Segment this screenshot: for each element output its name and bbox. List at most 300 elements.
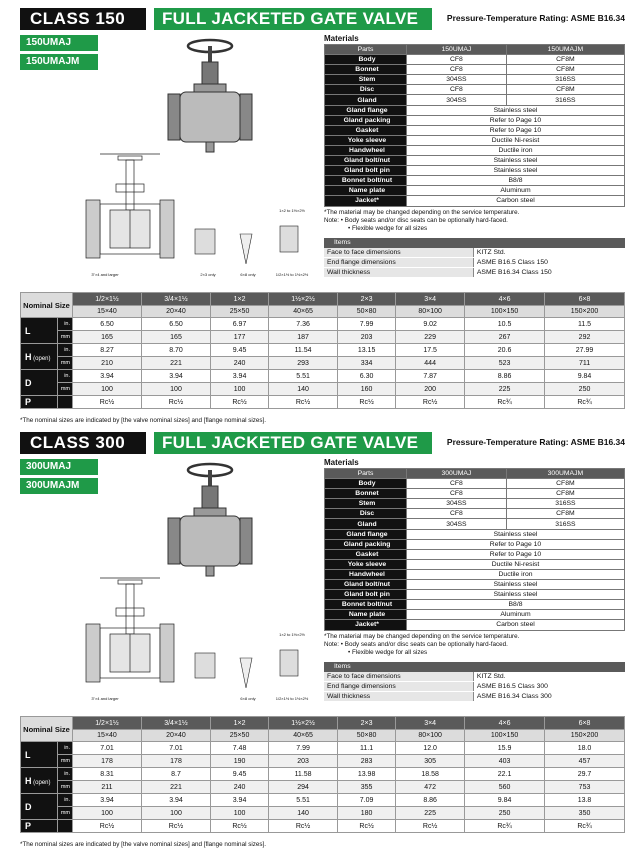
size-in: 1/2×1½ <box>73 717 142 730</box>
dim-value: 267 <box>465 331 545 344</box>
dim-label <box>21 370 58 396</box>
part-name: Gland bolt pin <box>325 166 407 176</box>
materials-notes <box>324 633 625 657</box>
dim-value: 292 <box>545 331 625 344</box>
dim-value: Rc½ <box>338 820 396 833</box>
dim-value: 100 <box>73 383 142 396</box>
dim-value: 560 <box>465 781 545 794</box>
class-300-section <box>20 432 625 848</box>
part-name: Handwheel <box>325 145 407 155</box>
dim-value: 18.58 <box>396 768 465 781</box>
drawing-label: 2×3 only <box>200 272 216 277</box>
materials-row <box>325 569 625 579</box>
materials-row <box>325 479 625 489</box>
dim-value: 29.7 <box>545 768 625 781</box>
materials-row <box>325 156 625 166</box>
dim-unit: mm <box>58 383 73 396</box>
drawing-label: 6×8 only <box>240 696 256 701</box>
dim-value: Rc½ <box>269 820 338 833</box>
part-material-b: CF8M <box>506 85 624 95</box>
part-name: Bonnet <box>325 489 407 499</box>
dim-value: 140 <box>269 807 338 820</box>
dim-value: 355 <box>338 781 396 794</box>
series-title: FULL JACKETED GATE VALVE <box>154 432 432 454</box>
part-material: Carbon steel <box>407 196 625 206</box>
part-name: Gasket <box>325 125 407 135</box>
items-row <box>324 248 625 258</box>
dim-value: 305 <box>396 755 465 768</box>
dim-value: 11.5 <box>545 318 625 331</box>
items-header-blank <box>473 662 625 672</box>
size-in: 6×8 <box>545 717 625 730</box>
dim-value: 7.48 <box>211 742 269 755</box>
class-label: CLASS 300 <box>20 432 146 454</box>
dim-value: 9.02 <box>396 318 465 331</box>
valve-photo <box>168 40 252 152</box>
materials-note: Note: • Body seats and/or disc seats can be optionally hard-faced. <box>324 216 508 224</box>
part-name: Gland <box>325 95 407 105</box>
dimensions-table <box>20 716 625 833</box>
part-material: Stainless steel <box>407 580 625 590</box>
dims-size-in-row <box>21 717 625 730</box>
materials-header-row <box>325 45 625 55</box>
item-name: Face to face dimensions <box>324 248 473 258</box>
part-material-b: 316SS <box>506 95 624 105</box>
part-material: Aluminum <box>407 610 625 620</box>
item-name: End flange dimensions <box>324 682 473 692</box>
materials-row <box>325 166 625 176</box>
item-name: Wall thickness <box>324 268 473 278</box>
part-material-b: CF8M <box>506 55 624 65</box>
size-in: 6×8 <box>545 293 625 306</box>
size-in: 1/2×1½ <box>73 293 142 306</box>
items-header-blank <box>473 238 625 248</box>
part-material: Stainless steel <box>407 156 625 166</box>
size-in: 2×3 <box>338 717 396 730</box>
dim-unit: in. <box>58 370 73 383</box>
dim-label <box>21 318 58 344</box>
dim-value: 177 <box>211 331 269 344</box>
model-tag: 300UMAJM <box>20 478 98 494</box>
part-material-a: 304SS <box>407 499 507 509</box>
materials-row <box>325 186 625 196</box>
drawing-label: 1/2×1½ to 1½×2½ <box>275 272 309 277</box>
materials-note: • Flexible wedge for all sizes <box>348 648 428 656</box>
dims-row <box>21 820 625 833</box>
dim-value: 250 <box>545 383 625 396</box>
part-name: Gland flange <box>325 105 407 115</box>
items-header-row <box>324 662 625 672</box>
dim-value: 457 <box>545 755 625 768</box>
materials-row <box>325 65 625 75</box>
materials-row <box>325 549 625 559</box>
dim-value: 9.84 <box>545 370 625 383</box>
part-material: Refer to Page 10 <box>407 115 625 125</box>
dims-row <box>21 807 625 820</box>
size-in: 1×2 <box>211 293 269 306</box>
dim-value: 9.45 <box>211 768 269 781</box>
dim-value: 3.94 <box>142 794 211 807</box>
materials-row <box>325 519 625 529</box>
materials-row <box>325 529 625 539</box>
materials-row <box>325 55 625 65</box>
materials-title: Materials <box>324 458 359 467</box>
part-name: Jacket* <box>325 196 407 206</box>
part-material-b: 316SS <box>506 519 624 529</box>
part-material-a: CF8 <box>407 509 507 519</box>
materials-note: Note: • Body seats and/or disc seats can be optionally hard-faced. <box>324 640 508 648</box>
part-name: Gland packing <box>325 115 407 125</box>
dim-value: 203 <box>338 331 396 344</box>
items-header: Items <box>324 662 473 672</box>
dim-value: 13.15 <box>338 344 396 357</box>
dim-value: 100 <box>211 383 269 396</box>
dim-value: 294 <box>269 781 338 794</box>
series-title: FULL JACKETED GATE VALVE <box>154 8 432 30</box>
materials-row <box>325 489 625 499</box>
class-150-section <box>20 8 625 424</box>
dim-value: 8.86 <box>396 794 465 807</box>
part-material-b: CF8M <box>506 479 624 489</box>
drawing-label: 1/2×1½ to 1½×2½ <box>275 696 309 701</box>
dim-value: 100 <box>142 807 211 820</box>
dim-unit: mm <box>58 807 73 820</box>
dim-value: 140 <box>269 383 338 396</box>
part-material: Ductile iron <box>407 569 625 579</box>
dim-value: 8.27 <box>73 344 142 357</box>
materials-row <box>325 135 625 145</box>
dim-value: 178 <box>73 755 142 768</box>
size-mm: 80×100 <box>396 306 465 318</box>
item-value: ASME B16.34 Class 300 <box>473 692 625 702</box>
dim-unit: in. <box>58 742 73 755</box>
dim-value: 187 <box>269 331 338 344</box>
valve-section-drawing <box>86 578 174 682</box>
dim-unit: mm <box>58 755 73 768</box>
dim-value: 8.7 <box>142 768 211 781</box>
part-name: Yoke sleeve <box>325 135 407 145</box>
part-material-a: 304SS <box>407 75 507 85</box>
dim-value: Rc½ <box>338 396 396 409</box>
size-mm: 80×100 <box>396 730 465 742</box>
dim-value: 8.70 <box>142 344 211 357</box>
dim-value: 221 <box>142 357 211 370</box>
section-header <box>20 8 625 30</box>
part-material: B8/8 <box>407 600 625 610</box>
part-material-a: CF8 <box>407 65 507 75</box>
dim-value: 11.58 <box>269 768 338 781</box>
drawing-label: 6×8 only <box>240 272 256 277</box>
part-name: Name plate <box>325 610 407 620</box>
part-material-b: 316SS <box>506 75 624 85</box>
part-name: Disc <box>325 509 407 519</box>
item-name: End flange dimensions <box>324 258 473 268</box>
size-in: 3×4 <box>396 293 465 306</box>
nominal-size-label: Nominal Size <box>21 717 73 742</box>
part-name: Jacket* <box>325 620 407 630</box>
materials-row <box>325 115 625 125</box>
dim-value: 200 <box>396 383 465 396</box>
materials-row <box>325 85 625 95</box>
materials-note: *The material may be changed depending on the service temperature. <box>324 208 520 216</box>
dim-value: Rc¾ <box>545 396 625 409</box>
dim-value: 5.51 <box>269 794 338 807</box>
dim-value: 12.0 <box>396 742 465 755</box>
materials-row <box>325 559 625 569</box>
materials-row <box>325 105 625 115</box>
dim-value: 6.50 <box>73 318 142 331</box>
dim-value: 753 <box>545 781 625 794</box>
materials-block <box>324 458 625 702</box>
part-name: Body <box>325 479 407 489</box>
section-header <box>20 432 625 454</box>
dim-value: 178 <box>142 755 211 768</box>
dimensions-table <box>20 292 625 409</box>
part-name: Gland bolt/nut <box>325 580 407 590</box>
dim-unit <box>58 820 73 833</box>
part-name: Gland bolt pin <box>325 590 407 600</box>
part-material: Ductile Ni-resist <box>407 135 625 145</box>
dim-value: 8.31 <box>73 768 142 781</box>
dim-value: 3.94 <box>142 370 211 383</box>
dim-value: 10.5 <box>465 318 545 331</box>
dim-value: 7.01 <box>73 742 142 755</box>
dims-row <box>21 781 625 794</box>
dim-value: Rc½ <box>142 820 211 833</box>
materials-header-row <box>325 469 625 479</box>
size-mm: 40×65 <box>269 730 338 742</box>
materials-row <box>325 145 625 155</box>
size-mm: 50×80 <box>338 306 396 318</box>
size-mm: 50×80 <box>338 730 396 742</box>
dim-value: 11.1 <box>338 742 396 755</box>
item-value: ASME B16.5 Class 300 <box>473 682 625 692</box>
dim-value: 240 <box>211 781 269 794</box>
dim-value: Rc½ <box>396 820 465 833</box>
valve-section-drawing <box>86 154 174 258</box>
drawing-label: 1×2 to 1½×2½ <box>279 632 305 637</box>
dim-value: 8.86 <box>465 370 545 383</box>
dim-value: 9.45 <box>211 344 269 357</box>
size-mm: 20×40 <box>142 306 211 318</box>
dim-label-text: P <box>25 821 32 831</box>
materials-row <box>325 95 625 105</box>
dim-value: Rc¾ <box>465 820 545 833</box>
dim-value: 7.99 <box>269 742 338 755</box>
pressure-rating: Pressure-Temperature Rating: ASME B16.34 <box>446 437 625 447</box>
part-material-b: CF8M <box>506 509 624 519</box>
item-value: ASME B16.5 Class 150 <box>473 258 625 268</box>
dims-size-mm-row <box>21 730 625 742</box>
size-in: 1×2 <box>211 717 269 730</box>
items-table <box>324 238 625 279</box>
model-tag: 150UMAJ <box>20 35 98 51</box>
part-material-a: CF8 <box>407 85 507 95</box>
part-name: Handwheel <box>325 569 407 579</box>
part-material: Carbon steel <box>407 620 625 630</box>
part-material: Stainless steel <box>407 590 625 600</box>
dim-label-text: H <box>25 775 32 786</box>
part-material-a: 304SS <box>407 95 507 105</box>
items-row <box>324 682 625 692</box>
size-mm: 20×40 <box>142 730 211 742</box>
part-material: Stainless steel <box>407 105 625 115</box>
dim-label <box>21 396 58 409</box>
size-mm: 15×40 <box>73 306 142 318</box>
dim-unit <box>58 396 73 409</box>
dim-label-sub: (open) <box>31 355 51 362</box>
valve-drawings <box>60 458 318 708</box>
dim-value: Rc¾ <box>465 396 545 409</box>
dim-label-text: D <box>25 801 32 812</box>
part-material: Aluminum <box>407 186 625 196</box>
part-material: B8/8 <box>407 176 625 186</box>
valve-detail-drawings <box>195 650 298 688</box>
materials-row <box>325 610 625 620</box>
dim-label-text: D <box>25 377 32 388</box>
part-material-a: CF8 <box>407 489 507 499</box>
part-name: Gasket <box>325 549 407 559</box>
dim-label <box>21 742 58 768</box>
part-name: Disc <box>325 85 407 95</box>
part-name: Gland flange <box>325 529 407 539</box>
item-name: Face to face dimensions <box>324 672 473 682</box>
drawing-label: 3"×4 and larger <box>91 272 119 277</box>
dim-value: 100 <box>211 807 269 820</box>
materials-header: 300UMAJM <box>506 469 624 479</box>
size-in: 4×6 <box>465 717 545 730</box>
drawing-label: 3"×4 and larger <box>91 696 119 701</box>
dim-value: Rc¾ <box>545 820 625 833</box>
dim-unit: mm <box>58 357 73 370</box>
dim-value: Rc½ <box>396 396 465 409</box>
size-mm: 25×50 <box>211 730 269 742</box>
part-material: Refer to Page 10 <box>407 125 625 135</box>
dim-value: 283 <box>338 755 396 768</box>
materials-header: 150UMAJM <box>506 45 624 55</box>
part-name: Name plate <box>325 186 407 196</box>
dim-value: 15.9 <box>465 742 545 755</box>
dim-value: 250 <box>465 807 545 820</box>
dim-value: Rc½ <box>211 396 269 409</box>
dim-value: 472 <box>396 781 465 794</box>
materials-row <box>325 600 625 610</box>
dim-value: Rc½ <box>73 820 142 833</box>
part-material-b: 316SS <box>506 499 624 509</box>
dim-label-text: P <box>25 397 32 407</box>
size-in: 2×3 <box>338 293 396 306</box>
dim-value: 3.94 <box>73 794 142 807</box>
dims-row <box>21 755 625 768</box>
dim-value: 17.5 <box>396 344 465 357</box>
part-name: Gland bolt/nut <box>325 156 407 166</box>
materials-table <box>324 44 625 207</box>
dims-row <box>21 370 625 383</box>
dim-value: 225 <box>465 383 545 396</box>
dims-row <box>21 768 625 781</box>
dim-value: 403 <box>465 755 545 768</box>
dim-value: 293 <box>269 357 338 370</box>
item-name: Wall thickness <box>324 692 473 702</box>
dims-row <box>21 742 625 755</box>
dim-label-text: H <box>25 351 32 362</box>
dim-value: 3.94 <box>211 794 269 807</box>
valve-detail-drawings <box>195 226 298 264</box>
valve-photo <box>168 464 252 576</box>
dim-value: 100 <box>142 383 211 396</box>
part-name: Body <box>325 55 407 65</box>
dim-value: 334 <box>338 357 396 370</box>
dims-row <box>21 357 625 370</box>
materials-note: • Flexible wedge for all sizes <box>348 224 428 232</box>
size-mm: 100×150 <box>465 306 545 318</box>
item-value: KITZ Std. <box>473 672 625 682</box>
materials-row <box>325 539 625 549</box>
dim-value: 6.97 <box>211 318 269 331</box>
materials-row <box>325 125 625 135</box>
dim-value: 444 <box>396 357 465 370</box>
dim-label-sub: (open) <box>31 779 51 786</box>
dims-row <box>21 383 625 396</box>
dim-value: Rc½ <box>269 396 338 409</box>
part-material-b: CF8M <box>506 489 624 499</box>
items-row <box>324 268 625 278</box>
dims-size-in-row <box>21 293 625 306</box>
part-name: Gland <box>325 519 407 529</box>
model-tag: 300UMAJ <box>20 459 98 475</box>
materials-row <box>325 620 625 630</box>
nominal-size-note: *The nominal sizes are indicated by [the valve nominal sizes] and [flange nominal sizes]. <box>20 417 267 424</box>
dim-value: 6.50 <box>142 318 211 331</box>
dim-value: 165 <box>73 331 142 344</box>
materials-row <box>325 499 625 509</box>
part-material: Stainless steel <box>407 529 625 539</box>
dim-value: 350 <box>545 807 625 820</box>
part-name: Stem <box>325 75 407 85</box>
part-material-a: 304SS <box>407 519 507 529</box>
dims-row <box>21 318 625 331</box>
dim-label <box>21 344 58 370</box>
dim-value: Rc½ <box>211 820 269 833</box>
dim-value: 22.1 <box>465 768 545 781</box>
drawing-label: 1×2 to 1½×2½ <box>279 208 305 213</box>
materials-row <box>325 580 625 590</box>
materials-row <box>325 75 625 85</box>
items-row <box>324 258 625 268</box>
size-mm: 150×200 <box>545 730 625 742</box>
materials-block <box>324 34 625 278</box>
dim-value: 229 <box>396 331 465 344</box>
dim-value: 160 <box>338 383 396 396</box>
size-mm: 100×150 <box>465 730 545 742</box>
dim-value: 190 <box>211 755 269 768</box>
part-name: Yoke sleeve <box>325 559 407 569</box>
materials-row <box>325 196 625 206</box>
dim-value: 211 <box>73 781 142 794</box>
part-name: Bonnet bolt/nut <box>325 176 407 186</box>
dim-label <box>21 768 58 794</box>
model-tag: 150UMAJM <box>20 54 98 70</box>
dims-row <box>21 794 625 807</box>
materials-row <box>325 590 625 600</box>
materials-table <box>324 468 625 631</box>
items-row <box>324 692 625 702</box>
part-material: Ductile Ni-resist <box>407 559 625 569</box>
items-header: Items <box>324 238 473 248</box>
part-name: Bonnet <box>325 65 407 75</box>
size-in: 4×6 <box>465 293 545 306</box>
dim-value: 13.8 <box>545 794 625 807</box>
